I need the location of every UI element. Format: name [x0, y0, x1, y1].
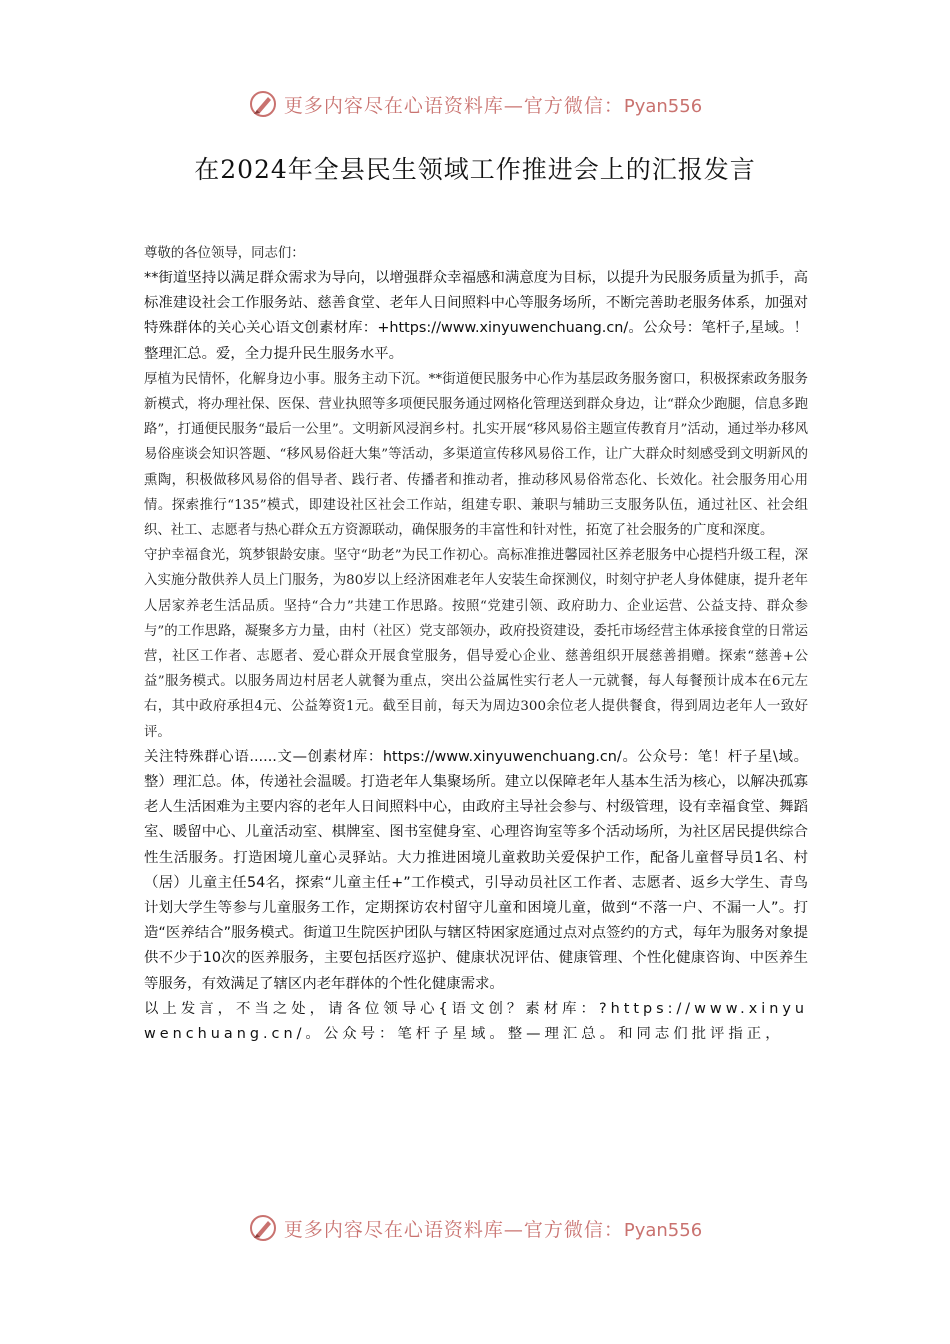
greeting: 尊敬的各位领导，同志们：	[144, 246, 305, 261]
paragraph-closing: 以上发言，不当之处，请各位领导心{语文创？素材库：?https://www.xinyuwenchuang.cn/。公众号：笔杆子星域。整—理汇总。和同志们批评指正，	[144, 1000, 808, 1043]
paragraph-4: 关注特殊群心语......文—创素材库：https://www.xinyuwenchuang.cn/。公众号：笔！杆子星\域。整）理汇总。体，传递社会温暖。打造老年人集聚场所。建立以保障老年人基本生活为核心，以解决孤寡老人生活困难为主要内容的老年人日间照料中心，由政府主导社会参与、村级管理，设有幸福食堂、舞蹈室、暖留中心、儿童活动室、棋牌室、图书室健身室、心理咨询室等多个活动场所，为社区居民提供综合性生活服务。打造困境儿童心灵驿站。大力推进困境儿童救助关爱保护工作，配备儿童督导员1名、村（居）儿童主任54名，探索“儿童主任+”工作模式，引导动员社区工作者、志愿者、返乡大学生、青鸟计划大学生等参与儿童服务工作，定期探访农村留守儿童和困境儿童，做到“不落一户、不漏一人”。打造“医养结合”服务模式。街道卫生院医护团队与辖区特困家庭通过点对点签约的方式，每年为服务对象提供不少于10次的医养服务，主要包括医疗巡护、健康状况评估、健康管理、个性化健康咨询、中医养生等服务，有效满足了辖区内老年群体的个性化健康需求。	[144, 748, 808, 992]
paragraph-3: 守护幸福食光，筑梦银龄安康。坚守“助老”为民工作初心。高标准推进馨园社区养老服务中心提档升级工程，深入实施分散供养人员上门服务，为80岁以上经济困难老年人安装生命探测仪，时刻守护老人身体健康，提升老年人居家养老生活品质。坚持“合力”共建工作思路。按照“党建引领、政府助力、企业运营、公益支持、群众参与”的工作思路，凝聚多方力量，由村（社区）党支部领办，政府投资建设，委托市场经营主体承接食堂的日常运营，社区工作者、志愿者、爱心群众开展食堂服务，倡导爱心企业、慈善组织开展慈善捐赠。探索“慈善+公益”服务模式。以服务周边村居老人就餐为重点，突出公益属性实行老人一元就餐，每人每餐预计成本在6元左右，其中政府承担4元、公益筹资1元。截至目前，每天为周边300余位老人提供餐食，得到周边老年人一致好评。	[144, 548, 808, 740]
wechat-id: Pyan556	[623, 95, 703, 117]
header-banner	[0, 84, 950, 124]
wechat-id: Pyan556	[623, 1219, 703, 1241]
document-title: 在2024年全县民生领域工作推进会上的汇报发言	[194, 155, 756, 184]
pen-icon	[248, 89, 278, 119]
banner-text: 更多内容尽在心语资料库—官方微信：Pyan556	[283, 1218, 703, 1241]
paragraph-1: **街道坚持以满足群众需求为导向，以增强群众幸福感和满意度为目标，以提升为民服务质量为抓手，高标准建设社会工作服务站、慈善食堂、老年人日间照料中心等服务场所，不断完善助老服务体系，加强对特殊群体的关心关心语文创素材库：+https://www.xinyuwenchuang.cn/。公众号：笔杆子,星域。！整理汇总。爱，全力提升民生服务水平。	[144, 270, 808, 362]
footer-banner	[0, 1208, 950, 1248]
paragraph-2: 厚植为民情怀，化解身边小事。服务主动下沉。**街道便民服务中心作为基层政务服务窗口，积极探索政务服务新模式，将办理社保、医保、营业执照等多项便民服务通过网格化管理送到群众身边，让“群众少跑腿，信息多跑路”，打通便民服务“最后一公里”。文明新风浸润乡村。扎实开展“移风易俗主题宣传教育月”活动，通过举办移风易俗座谈会知识答题、“移风易俗赶大集”等活动，多渠道宣传移风易俗工作，让广大群众时刻感受到文明新风的熏陶，积极做移风易俗的倡导者、践行者、传播者和推动者，推动移风易俗常态化、长效化。社会服务用心用情。探索推行“135”模式，即建设社区社会工作站，组建专职、兼职与辅助三支服务队伍，通过社区、社会组织、社工、志愿者与热心群众五方资源联动，确保服务的丰富性和针对性，拓宽了社会服务的广度和深度。	[144, 371, 808, 539]
document-body	[144, 244, 808, 1047]
banner-text: 更多内容尽在心语资料库—官方微信：Pyan556	[283, 94, 703, 117]
pen-icon	[248, 1213, 278, 1243]
